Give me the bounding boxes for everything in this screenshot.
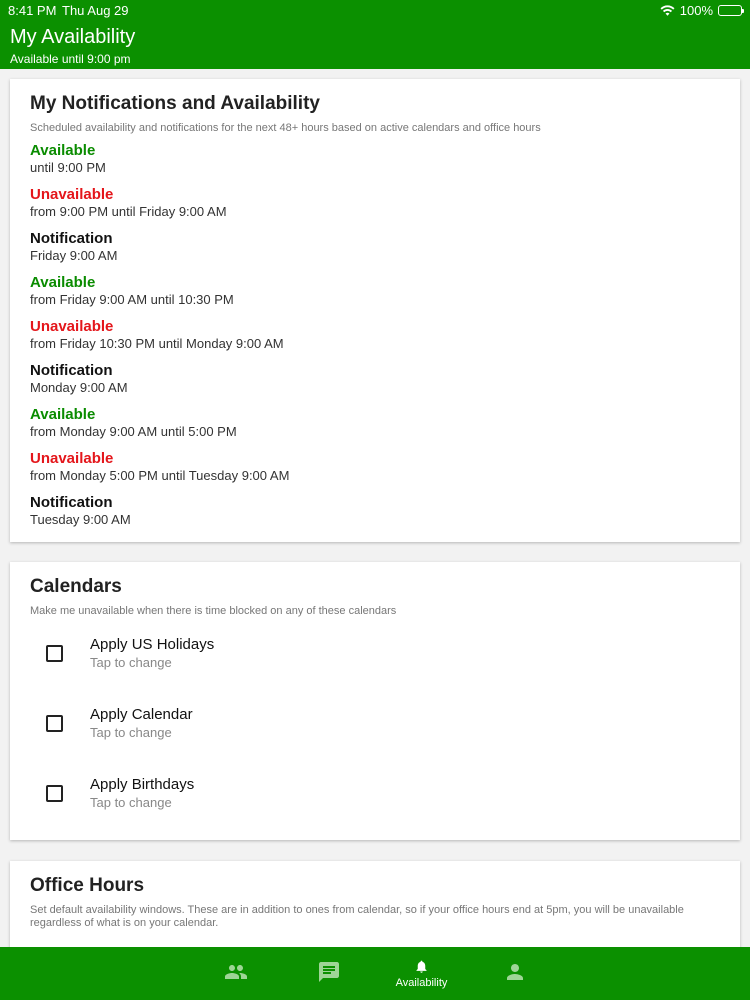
availability-item [30,450,720,494]
calendars-title: Calendars [30,576,122,597]
calendar-hint: Tap to change [90,725,172,740]
battery-percent: 100% [679,3,713,18]
availability-detail: from Monday 9:00 AM until 5:00 PM [30,424,237,439]
calendar-checkbox[interactable] [46,785,63,802]
availability-item [30,406,720,450]
availability-detail: from Friday 10:30 PM until Monday 9:00 AM [30,336,284,351]
nav-label-availability: Availability [395,976,448,989]
availability-detail: Tuesday 9:00 AM [30,512,131,527]
bottom-nav [0,947,750,1000]
notifications-card [10,79,740,542]
availability-status: Available [30,274,96,291]
availability-status: Notification [30,494,113,511]
availability-detail: Monday 9:00 AM [30,380,128,395]
calendar-option[interactable] [30,768,720,838]
office-hours-subtitle: Set default availability windows. These are in addition to ones from calendar, so if your office hours end at 5pm, you will be unavailable regardless of what is on your calendar. [30,904,684,929]
availability-item [30,494,720,538]
notifications-subtitle: Scheduled availability and notifications for the next 48+ hours based on active calendars and office hours [30,122,541,134]
availability-detail: Friday 9:00 AM [30,248,118,263]
availability-status: Notification [30,362,113,379]
availability-item [30,362,720,406]
bell-icon [414,959,429,974]
notifications-title: My Notifications and Availability [30,93,320,114]
calendar-option[interactable] [30,628,720,698]
person-icon [503,960,527,984]
page-title: My Availability [10,26,136,48]
wifi-icon [660,5,675,16]
calendars-card [10,562,740,840]
availability-summary: Available until 9:00 pm [10,52,131,66]
calendar-list [30,628,720,838]
availability-detail: from Monday 5:00 PM until Tuesday 9:00 AM [30,468,290,483]
status-date: Thu Aug 29 [62,3,129,18]
calendars-subtitle: Make me unavailable when there is time blocked on any of these calendars [30,605,397,617]
availability-status: Available [30,142,96,159]
status-indicators [660,3,742,18]
availability-item [30,142,720,186]
calendar-option[interactable] [30,698,720,768]
calendar-checkbox[interactable] [46,645,63,662]
calendar-hint: Tap to change [90,655,172,670]
app-header [0,20,750,69]
battery-icon [718,5,742,16]
message-icon [317,960,341,984]
availability-status: Available [30,406,96,423]
calendar-hint: Tap to change [90,795,172,810]
availability-detail: from 9:00 PM until Friday 9:00 AM [30,204,227,219]
calendar-label: Apply Birthdays [90,776,195,793]
office-hours-card [10,861,740,961]
availability-status: Unavailable [30,450,114,467]
nav-messages[interactable] [282,947,375,1000]
calendar-checkbox[interactable] [46,715,63,732]
people-icon [224,960,248,984]
availability-item [30,186,720,230]
availability-item [30,230,720,274]
nav-availability[interactable] [375,947,468,1000]
nav-profile[interactable] [468,947,561,1000]
availability-status: Notification [30,230,113,247]
availability-detail: until 9:00 PM [30,160,106,175]
availability-status: Unavailable [30,318,114,335]
availability-item [30,274,720,318]
availability-list [30,142,720,538]
availability-item [30,318,720,362]
availability-status: Unavailable [30,186,114,203]
availability-detail: from Friday 9:00 AM until 10:30 PM [30,292,234,307]
status-bar [0,0,750,20]
status-time: 8:41 PM [8,3,57,18]
calendar-label: Apply Calendar [90,706,193,723]
nav-contacts[interactable] [189,947,282,1000]
calendar-label: Apply US Holidays [90,636,215,653]
office-hours-title: Office Hours [30,875,145,896]
